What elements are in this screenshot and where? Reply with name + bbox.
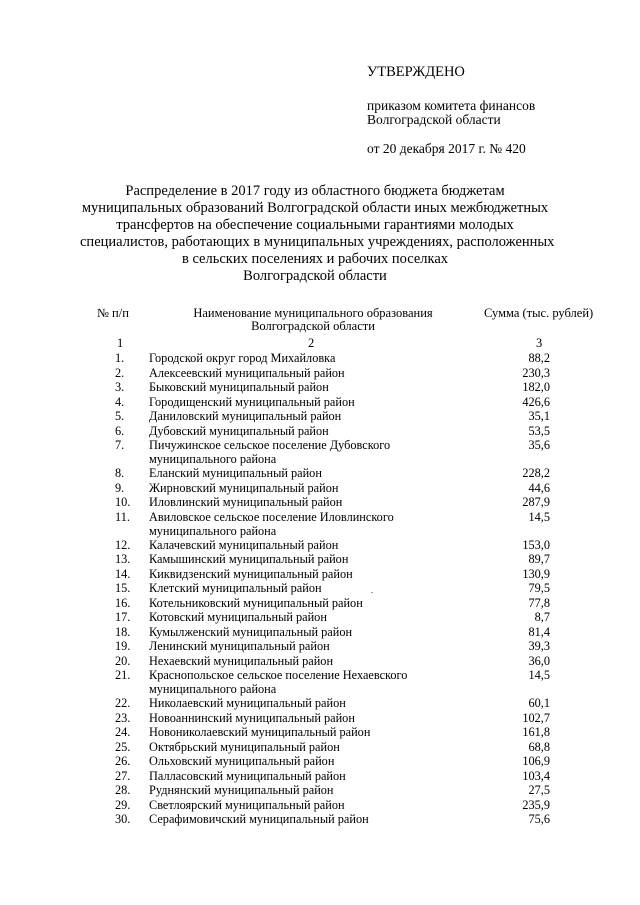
row-name-line1: Котельниковский муниципальный район — [149, 595, 363, 610]
row-name-line1: Нехаевский муниципальный район — [149, 653, 334, 668]
column-number-3: 3 — [536, 336, 543, 350]
table-row — [0, 481, 640, 496]
row-number: 13. — [115, 552, 131, 566]
row-name-line1: Быковский муниципальный район — [149, 380, 329, 394]
row-name — [149, 769, 444, 783]
row-number: 17. — [115, 610, 131, 624]
row-number: 14. — [115, 566, 131, 581]
title-line: специалистов, работающих в муниципальных учреждениях, расположенных — [80, 234, 555, 250]
row-name-line1: Жирновский муниципальный район — [149, 480, 339, 495]
row-name-line1: Новониколаевский муниципальный район — [149, 725, 371, 739]
row-name — [149, 668, 444, 696]
row-number: 25. — [115, 739, 131, 754]
row-number: 27. — [115, 768, 131, 783]
title-line: Распределение в 2017 году из областного бюджета бюджетам — [125, 183, 505, 199]
row-number: 7. — [115, 438, 125, 452]
row-name — [149, 409, 444, 423]
row-name-line1: Краснопольское сельское поселение Нехаевского — [149, 668, 408, 682]
row-number: 29. — [115, 797, 131, 812]
document-title — [80, 183, 555, 285]
header-name-line2: Волгоградской области — [251, 319, 375, 333]
row-name-line1: Руднянский муниципальный район — [149, 783, 334, 797]
row-name-line1: Городской округ город Михайловка — [149, 351, 336, 365]
row-number: 16. — [115, 595, 131, 610]
row-sum: 287,9 — [522, 495, 550, 509]
row-sum: 161,8 — [522, 725, 550, 739]
row-number: 28. — [115, 783, 131, 797]
row-sum: 426,6 — [522, 394, 550, 409]
row-sum: 60,1 — [528, 696, 550, 710]
row-name — [149, 395, 444, 409]
approval-date: от 20 декабря 2017 г. № 420 — [367, 141, 526, 156]
table-row — [0, 740, 640, 755]
row-name-line1: Дубовский муниципальный район — [149, 423, 329, 438]
row-name — [149, 654, 444, 668]
row-name — [149, 639, 444, 653]
row-name-line1: Октябрьский муниципальный район — [149, 739, 340, 754]
table-row — [0, 654, 640, 669]
title-line: трансфертов на обеспечение социальными гарантиями молодых — [116, 217, 514, 233]
row-name-line1: Киквидзенский муниципальный район — [149, 566, 353, 581]
row-name — [149, 711, 444, 725]
row-sum: 102,7 — [522, 710, 550, 725]
row-sum: 153,0 — [522, 537, 550, 552]
title-line: муниципальных образований Волгоградской области иных межбюджетных — [81, 200, 549, 216]
table-row — [0, 581, 640, 596]
row-number: 2. — [115, 365, 125, 380]
row-name — [149, 351, 444, 365]
row-name-line2: муниципального района — [149, 452, 277, 466]
row-number: 9. — [115, 480, 125, 495]
table-row — [0, 380, 640, 395]
row-sum: 36,0 — [528, 653, 550, 668]
table-body — [0, 351, 640, 827]
row-sum: 103,4 — [522, 768, 550, 783]
row-name — [149, 424, 444, 438]
row-sum: 35,1 — [528, 409, 550, 423]
row-sum: 235,9 — [522, 797, 550, 812]
approval-order — [367, 99, 627, 127]
row-name — [149, 625, 444, 639]
table-row — [0, 567, 640, 582]
row-sum: 14,5 — [528, 668, 550, 682]
row-name — [149, 567, 444, 581]
row-number: 4. — [115, 394, 125, 409]
row-number: 21. — [115, 668, 131, 682]
row-sum: 68,8 — [528, 739, 550, 754]
row-name-line1: Калачевский муниципальный район — [149, 537, 339, 552]
header-sum: Сумма (тыс. рублей) — [484, 306, 594, 320]
row-name-line1: Светлоярский муниципальный район — [149, 797, 345, 812]
row-sum: 81,4 — [528, 624, 550, 639]
table-row — [0, 409, 640, 424]
row-number: 12. — [115, 537, 131, 552]
row-sum: 53,5 — [528, 423, 550, 438]
table-row — [0, 538, 640, 553]
row-sum: 44,6 — [528, 480, 550, 495]
row-number: 5. — [115, 409, 125, 423]
row-name — [149, 366, 444, 380]
row-sum: 89,7 — [528, 552, 550, 566]
row-name-line1: Еланский муниципальный район — [149, 466, 322, 480]
header-name — [178, 307, 448, 333]
table-row — [0, 625, 640, 640]
scan-speck — [371, 592, 373, 593]
row-number: 6. — [115, 423, 125, 438]
row-name-line1: Николаевский муниципальный район — [149, 696, 346, 710]
row-sum: 230,3 — [522, 365, 550, 380]
table-row — [0, 783, 640, 798]
table-row — [0, 725, 640, 740]
table-row — [0, 438, 640, 466]
row-name — [149, 812, 444, 826]
row-name-line1: Новоаннинский муниципальный район — [149, 710, 355, 725]
row-sum: 88,2 — [528, 351, 550, 365]
row-sum: 106,9 — [522, 754, 550, 768]
row-name-line1: Ленинский муниципальный район — [149, 639, 330, 653]
column-number-1: 1 — [117, 336, 124, 350]
row-name — [149, 740, 444, 754]
row-sum: 130,9 — [522, 566, 550, 581]
table-row — [0, 711, 640, 726]
row-number: 11. — [115, 509, 130, 524]
row-name — [149, 552, 444, 566]
row-sum: 35,6 — [528, 438, 550, 452]
row-name-line1: Городищенский муниципальный район — [149, 394, 355, 409]
table-row — [0, 769, 640, 784]
row-name-line1: Серафимовичский муниципальный район — [149, 812, 369, 826]
row-name-line1: Даниловский муниципальный район — [149, 409, 342, 423]
table-row — [0, 351, 640, 366]
row-name-line1: Авиловское сельское поселение Иловлинского — [149, 509, 394, 524]
table-row — [0, 510, 640, 538]
column-number-2: 2 — [308, 336, 315, 350]
row-number: 19. — [115, 639, 131, 653]
table-row — [0, 366, 640, 381]
row-number: 20. — [115, 653, 131, 668]
row-sum: 79,5 — [528, 581, 550, 595]
table-row — [0, 798, 640, 813]
row-number: 18. — [115, 624, 131, 639]
row-sum: 182,0 — [522, 380, 550, 394]
table-row — [0, 639, 640, 654]
row-name — [149, 725, 444, 739]
row-number: 15. — [115, 581, 131, 595]
row-number: 30. — [115, 812, 131, 826]
row-number: 3. — [115, 380, 125, 394]
title-line: в сельских поселениях и рабочих поселках — [181, 251, 449, 267]
approval-block — [367, 64, 627, 156]
row-name-line1: Иловлинский муниципальный район — [149, 495, 343, 509]
row-name-line2: муниципального района — [149, 682, 277, 696]
table-row — [0, 552, 640, 567]
table-row — [0, 696, 640, 711]
row-name — [149, 581, 444, 595]
row-sum: 77,8 — [528, 595, 550, 610]
row-number: 24. — [115, 725, 131, 739]
table-row — [0, 668, 640, 696]
row-name — [149, 596, 444, 610]
row-name-line1: Клетский муниципальный район — [149, 581, 322, 595]
table-row — [0, 395, 640, 410]
row-number: 22. — [115, 696, 131, 710]
row-name — [149, 798, 444, 812]
row-name-line1: Алексеевский муниципальный район — [149, 365, 345, 380]
row-name-line1: Кумылженский муниципальный район — [149, 624, 353, 639]
row-name-line1: Котовский муниципальный район — [149, 610, 327, 624]
row-name — [149, 481, 444, 495]
row-number: 8. — [115, 466, 125, 480]
table-row — [0, 812, 640, 827]
row-number: 26. — [115, 754, 131, 768]
row-number: 23. — [115, 710, 131, 725]
row-name — [149, 466, 444, 480]
approval-order-line2: Волгоградской области — [367, 112, 501, 127]
row-number: 10. — [115, 495, 131, 509]
row-name-line2: муниципального района — [149, 523, 277, 538]
table-row — [0, 466, 640, 481]
row-name-line1: Ольховский муниципальный район — [149, 754, 335, 768]
row-name-line1: Камышинский муниципальный район — [149, 552, 349, 566]
approval-order-line1: приказом комитета финансов — [367, 98, 536, 113]
table-row — [0, 596, 640, 611]
table-row — [0, 424, 640, 439]
row-name — [149, 538, 444, 552]
table-row — [0, 754, 640, 769]
header-name-line1: Наименование муниципального образования — [193, 306, 433, 320]
row-name — [149, 510, 444, 538]
row-name — [149, 754, 444, 768]
table-row — [0, 495, 640, 510]
row-sum: 14,5 — [528, 509, 550, 524]
row-sum: 8,7 — [534, 610, 550, 624]
row-sum: 75,6 — [528, 812, 550, 826]
row-number: 1. — [115, 351, 125, 365]
row-name — [149, 696, 444, 710]
header-num: № п/п — [97, 306, 129, 320]
row-name-line1: Пичужинское сельское поселение Дубовского — [149, 438, 391, 452]
title-line: Волгоградской области — [243, 268, 387, 284]
row-name — [149, 495, 444, 509]
table-row — [0, 610, 640, 625]
row-sum: 228,2 — [522, 466, 550, 480]
row-name — [149, 783, 444, 797]
approval-title: УТВЕРЖДЕНО — [367, 64, 465, 80]
row-sum: 27,5 — [528, 783, 550, 797]
row-name — [149, 610, 444, 624]
row-name — [149, 438, 444, 466]
row-name — [149, 380, 444, 394]
row-name-line1: Палласовский муниципальный район — [149, 768, 346, 783]
row-sum: 39,3 — [528, 639, 550, 653]
